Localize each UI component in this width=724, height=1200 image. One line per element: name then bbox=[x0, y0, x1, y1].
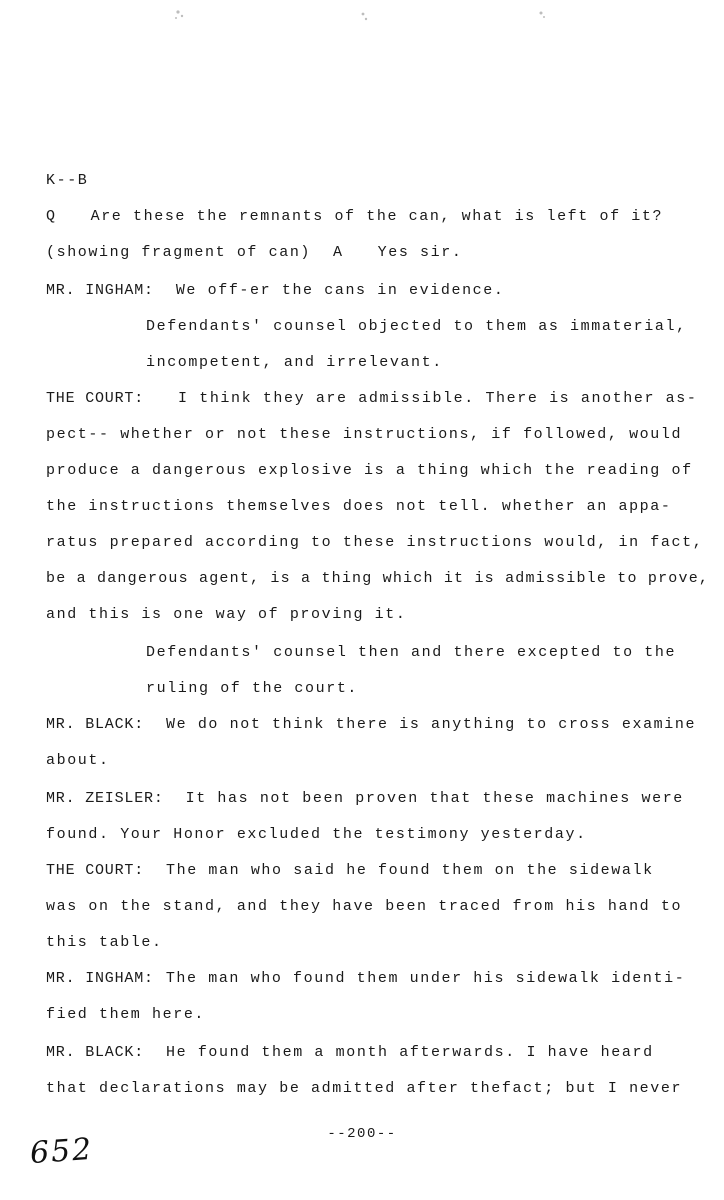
speech-text: He found them a month afterwards. I have heard bbox=[166, 1044, 654, 1061]
speaker-label: THE COURT: bbox=[46, 390, 145, 407]
transcript-line-20: was on the stand, and they have been traced from his hand to bbox=[46, 898, 683, 915]
speech-text: The man who said he found them on the sidewalk bbox=[166, 862, 654, 879]
transcript-line-23: fied them here. bbox=[46, 1006, 206, 1023]
question-text: Are these the remnants of the can, what is left of it? bbox=[90, 208, 664, 225]
header-id: K--B bbox=[46, 172, 89, 189]
transcript-line-21: this table. bbox=[46, 934, 163, 951]
transcript-line-22 bbox=[46, 970, 685, 988]
transcript-line-15 bbox=[46, 716, 696, 734]
transcript-line-13: Defendants' counsel then and there excepted to the bbox=[146, 644, 677, 661]
transcript-line-9: the instructions themselves does not tell. whether an appa- bbox=[46, 498, 672, 515]
page-number: --200-- bbox=[327, 1126, 397, 1142]
transcript-line-24 bbox=[46, 1044, 654, 1062]
speaker-label: MR. BLACK: bbox=[46, 1044, 145, 1061]
parenthetical: (showing fragment of can) bbox=[46, 244, 312, 261]
answer-text: Yes sir. bbox=[377, 244, 463, 261]
handwritten-page-number: 652 bbox=[28, 1131, 95, 1172]
transcript-line-4: Defendants' counsel objected to them as immaterial, bbox=[146, 318, 687, 335]
transcript-line-25: that declarations may be admitted after thefact; but I never bbox=[46, 1080, 683, 1097]
transcript-line-6 bbox=[46, 390, 698, 408]
speaker-label: MR. INGHAM: bbox=[46, 282, 154, 299]
transcript-line-11: be a dangerous agent, is a thing which it is admissible to prove, bbox=[46, 570, 710, 587]
speech-text: The man who found them under his sidewalk identi- bbox=[165, 970, 686, 987]
speaker-label: MR. BLACK: bbox=[46, 716, 145, 733]
speech-text: We off-er the cans in evidence. bbox=[175, 282, 505, 299]
transcript-line-19 bbox=[46, 862, 654, 880]
speech-text: We do not think there is anything to cross examine bbox=[166, 716, 697, 733]
speech-text: I think they are admissible. There is another as- bbox=[178, 390, 698, 407]
transcript-line-2 bbox=[46, 244, 462, 262]
transcript-line-1 bbox=[46, 208, 663, 226]
transcript-line-14: ruling of the court. bbox=[146, 680, 359, 697]
speaker-label: MR. ZEISLER: bbox=[46, 790, 164, 807]
speech-text: It has not been proven that these machines were bbox=[185, 790, 684, 807]
transcript-line-16: about. bbox=[46, 752, 110, 769]
scan-specks bbox=[0, 0, 724, 30]
answer-marker: A bbox=[333, 244, 344, 261]
transcript-line-10: ratus prepared according to these instructions would, in fact, bbox=[46, 534, 704, 551]
transcript-line-5: incompetent, and irrelevant. bbox=[146, 354, 443, 371]
transcript-line-8: produce a dangerous explosive is a thing which the reading of bbox=[46, 462, 693, 479]
transcript-line-17 bbox=[46, 790, 684, 808]
transcript-line-7: pect-- whether or not these instructions, if followed, would bbox=[46, 426, 683, 443]
question-marker: Q bbox=[46, 208, 57, 225]
transcript-line-3 bbox=[46, 282, 504, 300]
speaker-label: MR. INGHAM: bbox=[46, 970, 154, 987]
transcript-line-18: found. Your Honor excluded the testimony yesterday. bbox=[46, 826, 587, 843]
transcript-line-12: and this is one way of proving it. bbox=[46, 606, 407, 623]
speaker-label: THE COURT: bbox=[46, 862, 145, 879]
